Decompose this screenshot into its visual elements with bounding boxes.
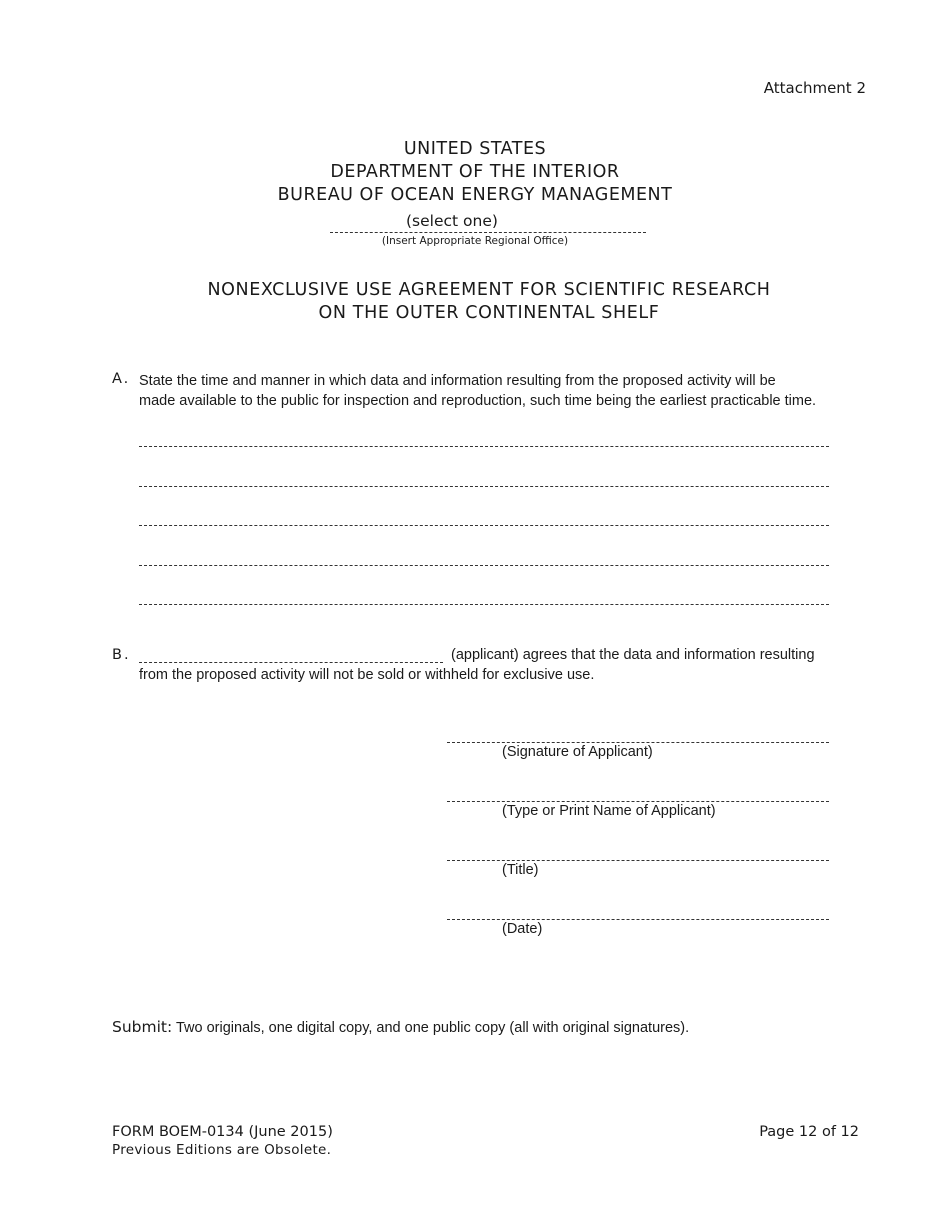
section-b-text-line2: from the proposed activity will not be sold or withheld for exclusive use. [139, 667, 595, 683]
header-country: UNITED STATES [403, 139, 547, 159]
date-line[interactable] [447, 919, 829, 920]
regional-office-caption: (Insert Appropriate Regional Office) [381, 235, 569, 247]
title-caption: (Title) [502, 862, 539, 878]
regional-office-select[interactable]: (select one) [406, 212, 498, 230]
regional-office-line [330, 232, 646, 233]
footer-previous-editions: Previous Editions are Obsolete. [112, 1142, 332, 1158]
submit-instructions [112, 1018, 689, 1036]
footer-page-number: Page 12 of 12 [759, 1124, 859, 1140]
section-a-answer-line-3[interactable] [139, 525, 829, 526]
submit-label: Submit: [112, 1018, 173, 1036]
date-caption: (Date) [502, 921, 543, 937]
section-a-label: A. [112, 371, 131, 387]
footer-form-id: FORM BOEM-0134 (June 2015) [112, 1124, 333, 1140]
applicant-name-blank[interactable] [139, 662, 443, 663]
form-title-line1: NONEXCLUSIVE USE AGREEMENT FOR SCIENTIFIC RESEARCH [207, 280, 771, 300]
form-title-line2: ON THE OUTER CONTINENTAL SHELF [318, 303, 660, 323]
section-a-answer-line-4[interactable] [139, 565, 829, 566]
title-line[interactable] [447, 860, 829, 861]
section-b-text-line1: (applicant) agrees that the data and information resulting [451, 647, 815, 663]
header-department: DEPARTMENT OF THE INTERIOR [330, 162, 620, 182]
attachment-label: Attachment 2 [763, 79, 866, 97]
section-a-answer-line-1[interactable] [139, 446, 829, 447]
applicant-name-caption: (Type or Print Name of Applicant) [502, 803, 716, 819]
submit-text: Two originals, one digital copy, and one public copy (all with original signatures). [176, 1020, 690, 1036]
signature-caption: (Signature of Applicant) [502, 744, 653, 760]
section-a-text-line2: made available to the public for inspection and reproduction, such time being the earliest practicable time. [139, 393, 817, 409]
section-a-answer-line-2[interactable] [139, 486, 829, 487]
section-a-text [139, 371, 879, 411]
signature-line[interactable] [447, 742, 829, 743]
header-bureau: BUREAU OF OCEAN ENERGY MANAGEMENT [277, 185, 673, 205]
section-a-text-line1: State the time and manner in which data and information resulting from the proposed activity will be [139, 373, 776, 389]
section-b-label: B. [112, 647, 131, 663]
section-a-answer-line-5[interactable] [139, 604, 829, 605]
applicant-name-line[interactable] [447, 801, 829, 802]
